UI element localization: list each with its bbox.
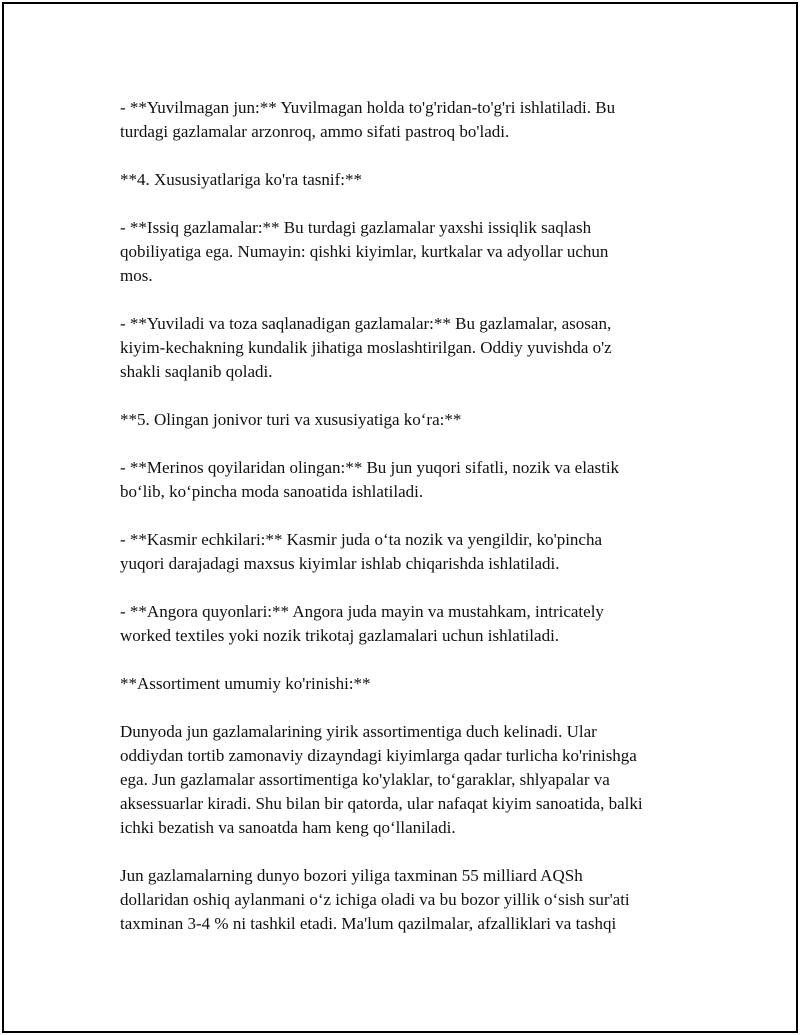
- text-line: - **Merinos qoyilaridan olingan:** Bu jun yuqori sifatli, nozik va elastik: [120, 458, 620, 477]
- document-body: [120, 96, 700, 960]
- text-line: - **Kasmir echkilari:** Kasmir juda o‘ta nozik va yengildir, ko'pincha: [120, 530, 603, 549]
- paragraph-assortment: [120, 720, 700, 840]
- paragraph-merino: [120, 456, 700, 504]
- text-line: mos.: [120, 266, 153, 285]
- section-heading-assortment: [120, 672, 700, 696]
- text-line: worked textiles yoki nozik trikotaj gazlamalari uchun ishlatiladi.: [120, 626, 560, 645]
- text-line: taxminan 3-4 % ni tashkil etadi. Ma'lum qazilmalar, afzalliklari va tashqi: [120, 914, 617, 933]
- page-frame: [2, 2, 798, 1033]
- text-line: **5. Olingan jonivor turi va xususiyatiga ko‘ra:**: [120, 410, 462, 429]
- paragraph-angora: [120, 600, 700, 648]
- text-line: shakli saqlanib qoladi.: [120, 362, 273, 381]
- text-line: oddiydan tortib zamonaviy dizayndagi kiyimlarga qadar turlicha ko'rinishga: [120, 746, 637, 765]
- text-line: **Assortiment umumiy ko'rinishi:**: [120, 674, 371, 693]
- text-line: kiyim-kechakning kundalik jihatiga moslashtirilgan. Oddiy yuvishda o'z: [120, 338, 612, 357]
- text-line: qobiliyatiga ega. Numayin: qishki kiyimlar, kurtkalar va adyollar uchun: [120, 242, 609, 261]
- text-line: - **Yuviladi va toza saqlanadigan gazlamalar:** Bu gazlamalar, asosan,: [120, 314, 612, 333]
- text-line: **4. Xususiyatlariga ko'ra tasnif:**: [120, 170, 362, 189]
- section-heading-animal-type: [120, 408, 700, 432]
- paragraph-warm-fabrics: [120, 216, 700, 288]
- text-line: turdagi gazlamalar arzonroq, ammo sifati pastroq bo'ladi.: [120, 122, 510, 141]
- text-line: ega. Jun gazlamalar assortimentiga ko'ylaklar, to‘garaklar, shlyapalar va: [120, 770, 610, 789]
- text-line: dollaridan oshiq aylanmani o‘z ichiga oladi va bu bozor yillik o‘sish sur'ati: [120, 890, 630, 909]
- text-line: - **Yuvilmagan jun:** Yuvilmagan holda to'g'ridan-to'g'ri ishlatiladi. Bu: [120, 98, 616, 117]
- section-heading-properties: [120, 168, 700, 192]
- text-line: - **Angora quyonlari:** Angora juda mayin va mustahkam, intricately: [120, 602, 604, 621]
- text-line: - **Issiq gazlamalar:** Bu turdagi gazlamalar yaxshi issiqlik saqlash: [120, 218, 592, 237]
- text-line: Dunyoda jun gazlamalarining yirik assortimentiga duch kelinadi. Ular: [120, 722, 597, 741]
- paragraph-cashmere: [120, 528, 700, 576]
- paragraph-unwashed-wool: [120, 96, 700, 144]
- text-line: ichki bezatish va sanoatda ham keng qo‘llaniladi.: [120, 818, 456, 837]
- text-line: bo‘lib, ko‘pincha moda sanoatida ishlatiladi.: [120, 482, 424, 501]
- text-line: Jun gazlamalarning dunyo bozori yiliga taxminan 55 milliard AQSh: [120, 866, 583, 885]
- text-line: yuqori darajadagi maxsus kiyimlar ishlab chiqarishda ishlatiladi.: [120, 554, 560, 573]
- paragraph-washable-fabrics: [120, 312, 700, 384]
- paragraph-world-market: [120, 864, 700, 936]
- text-line: aksessuarlar kiradi. Shu bilan bir qatorda, ular nafaqat kiyim sanoatida, balki: [120, 794, 643, 813]
